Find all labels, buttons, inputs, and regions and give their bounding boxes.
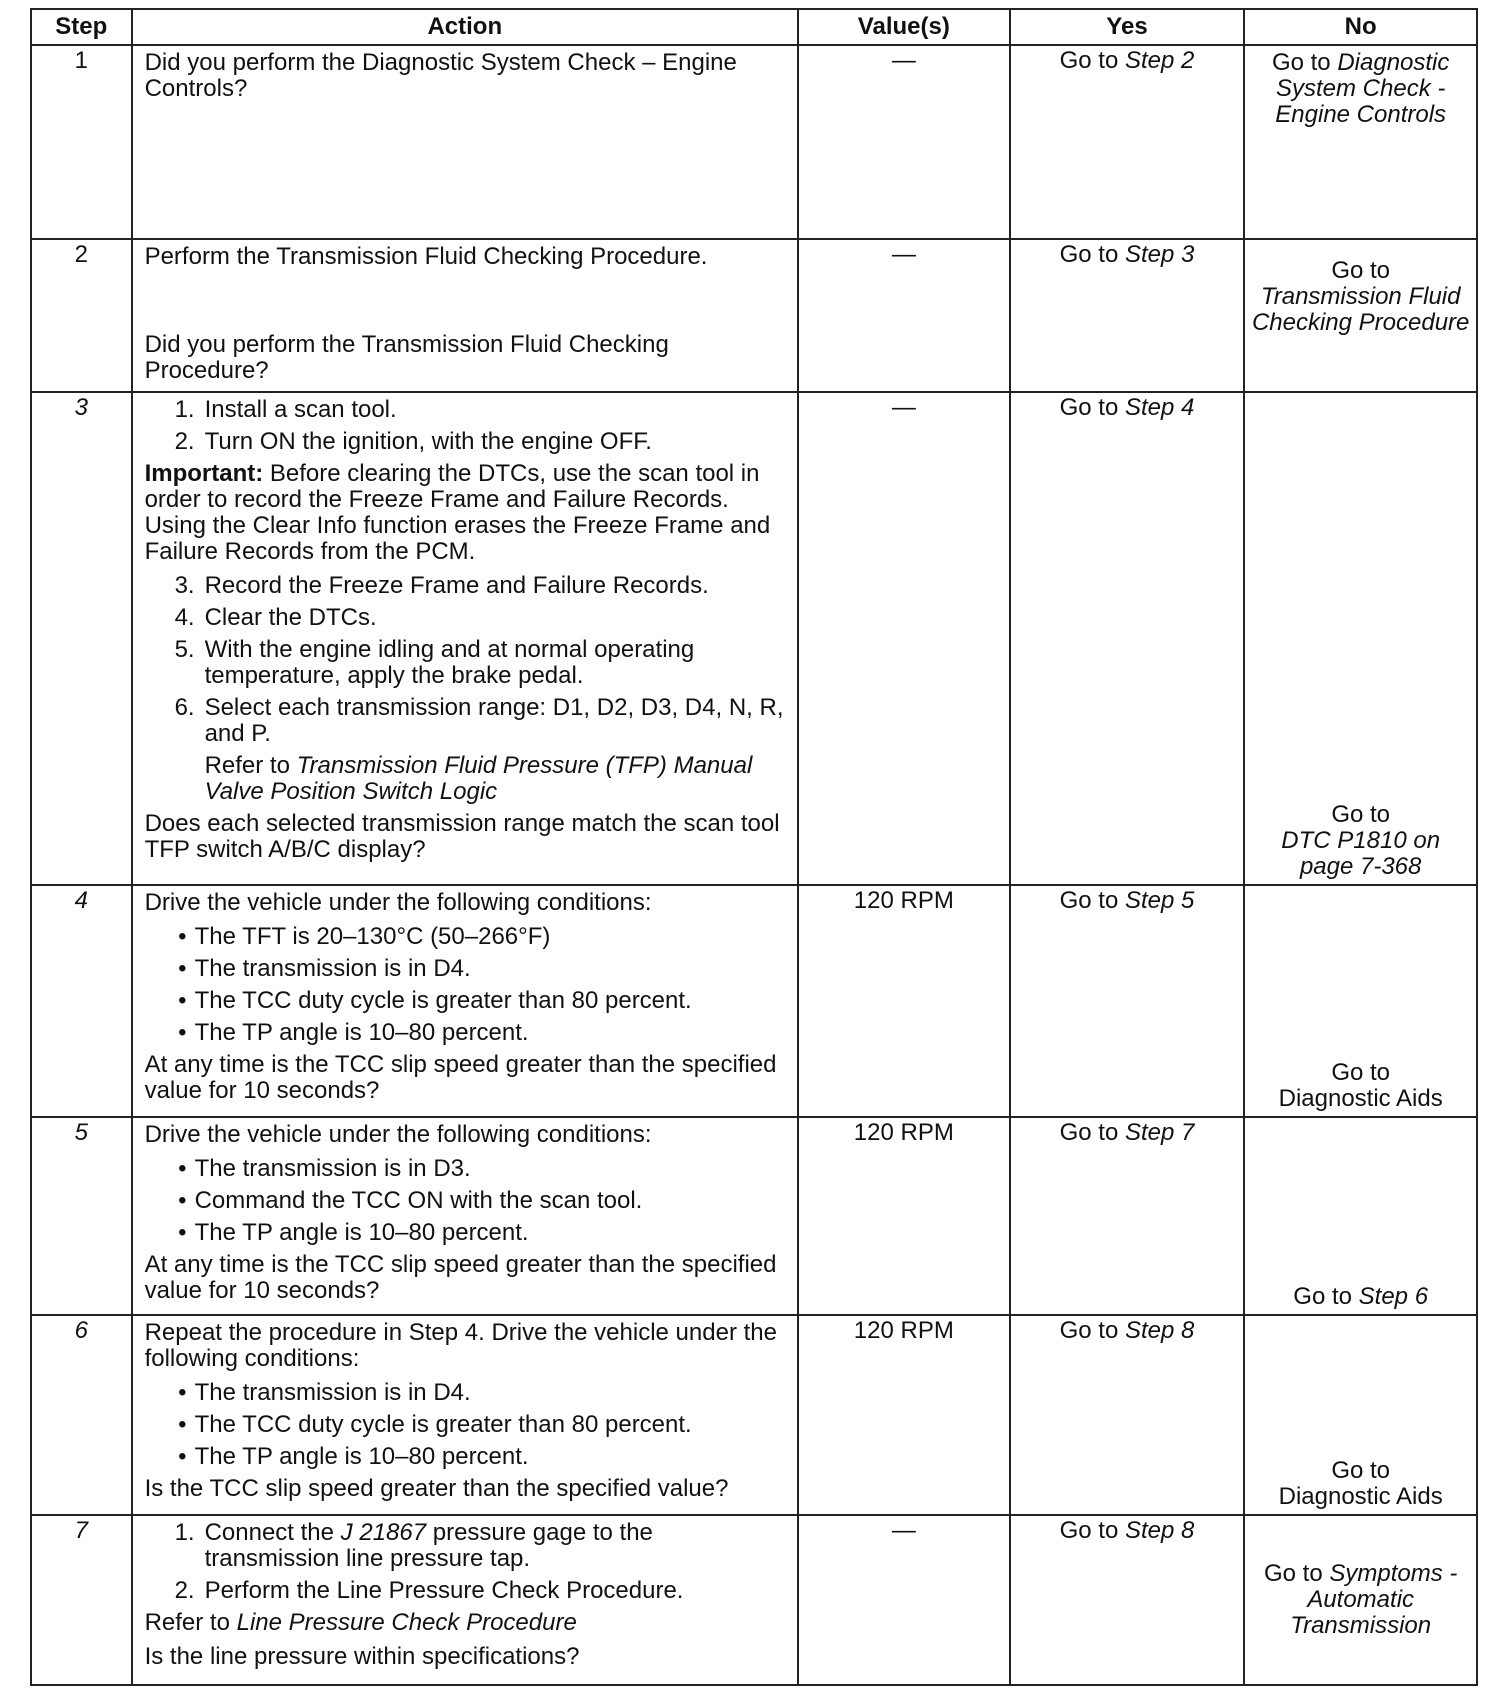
value-cell: —: [798, 239, 1010, 392]
no-prefix: Go to: [1331, 1457, 1391, 1484]
bullet-item: • Command the TCC ON with the scan tool.: [178, 1187, 643, 1214]
no-prefix: Go to: [1271, 49, 1338, 76]
yes-prefix: Go to: [1059, 1517, 1125, 1544]
yes-cell[interactable]: [1010, 1515, 1245, 1685]
header-row: [31, 9, 1477, 45]
no-cell[interactable]: [1244, 885, 1477, 1117]
no-link[interactable]: Symptoms - Automatic Transmission: [1290, 1560, 1458, 1639]
table-row-step-2: [31, 239, 1477, 392]
step-number: 6: [31, 1315, 132, 1515]
step-number: 5: [31, 1117, 132, 1315]
action-cell: [132, 1515, 798, 1685]
question-text: Does each selected transmission range match the scan tool TFP switch A/B/C display?: [144, 810, 780, 863]
yes-link[interactable]: Step 4: [1124, 394, 1195, 421]
action-cell: [132, 1315, 798, 1515]
yes-link[interactable]: Step 8: [1124, 1317, 1195, 1344]
action-cell: [132, 45, 798, 239]
bullet-item: • The TP angle is 10–80 percent.: [178, 1219, 529, 1246]
list-item: 2. Perform the Line Pressure Check Procedure.: [174, 1577, 684, 1604]
yes-prefix: Go to: [1059, 241, 1125, 268]
no-link[interactable]: Transmission Fluid Checking Procedure: [1251, 283, 1470, 336]
intro-text: Drive the vehicle under the following conditions:: [144, 1121, 652, 1148]
yes-prefix: Go to: [1059, 1119, 1125, 1146]
list-item: 2. Turn ON the ignition, with the engine OFF.: [174, 428, 652, 455]
bullet-item: • The TP angle is 10–80 percent.: [178, 1443, 529, 1470]
no-cell[interactable]: [1244, 1515, 1477, 1685]
yes-link[interactable]: Step 5: [1124, 887, 1195, 914]
step-number: 2: [31, 239, 132, 392]
question-text: Did you perform the Transmission Fluid Checking Procedure?: [144, 331, 669, 384]
yes-cell[interactable]: [1010, 1315, 1245, 1515]
header-no: No: [1244, 9, 1477, 45]
value-cell: 120 RPM: [798, 885, 1010, 1117]
no-cell[interactable]: [1244, 1315, 1477, 1515]
no-cell[interactable]: [1244, 392, 1477, 885]
yes-cell[interactable]: [1010, 45, 1245, 239]
yes-prefix: Go to: [1059, 1317, 1125, 1344]
yes-prefix: Go to: [1059, 887, 1125, 914]
bullet-item: • The transmission is in D4.: [178, 955, 471, 982]
no-cell[interactable]: [1244, 1117, 1477, 1315]
value-cell: —: [798, 392, 1010, 885]
action-cell: [132, 885, 798, 1117]
tool-link[interactable]: J 21867: [340, 1519, 427, 1546]
step-number: 1: [31, 45, 132, 239]
value-cell: 120 RPM: [798, 1315, 1010, 1515]
action-cell: [132, 392, 798, 885]
yes-link[interactable]: Step 7: [1124, 1119, 1195, 1146]
question-text: At any time is the TCC slip speed greater than the specified value for 10 seconds?: [144, 1051, 777, 1104]
intro-text: Repeat the procedure in Step 4. Drive the vehicle under the following conditions:: [144, 1319, 777, 1372]
yes-prefix: Go to: [1059, 394, 1125, 421]
yes-link[interactable]: Step 8: [1124, 1517, 1195, 1544]
procedure-text: Perform the Transmission Fluid Checking Procedure.: [144, 243, 708, 270]
action-cell: [132, 239, 798, 392]
table-row-step-7: [31, 1515, 1477, 1685]
table-row-step-3: [31, 392, 1477, 885]
intro-text: Drive the vehicle under the following conditions:: [144, 889, 652, 916]
no-prefix: Go to: [1331, 1059, 1391, 1086]
table-row-step-6: [31, 1315, 1477, 1515]
header-values: Value(s): [798, 9, 1010, 45]
reference-text: Refer to Transmission Fluid Pressure (TFP) Manual Valve Position Switch Logic: [204, 752, 753, 805]
bullet-item: • The transmission is in D3.: [178, 1155, 471, 1182]
bullet-item: • The TFT is 20–130°C (50–266°F): [178, 923, 551, 950]
bullet-item: • The TCC duty cycle is greater than 80 percent.: [178, 987, 692, 1014]
table-row-step-4: [31, 885, 1477, 1117]
no-link[interactable]: Diagnostic Aids: [1278, 1483, 1443, 1510]
step-number: 4: [31, 885, 132, 1117]
list-item: 3. Record the Freeze Frame and Failure Records.: [174, 572, 709, 599]
yes-link[interactable]: Step 2: [1124, 47, 1195, 74]
header-action: Action: [132, 9, 798, 45]
header-yes: Yes: [1010, 9, 1245, 45]
no-prefix: Go to: [1293, 1283, 1359, 1310]
value-cell: —: [798, 1515, 1010, 1685]
yes-cell[interactable]: [1010, 885, 1245, 1117]
yes-cell[interactable]: [1010, 239, 1245, 392]
reference-text: Refer to Line Pressure Check Procedure: [144, 1609, 577, 1636]
important-note: Important: Before clearing the DTCs, use the scan tool in order to record the Freeze Frame and Failure Records. Using the Clear Info function erases the Freeze Frame and Failure Records from the PCM.: [144, 460, 771, 565]
reference-link[interactable]: Transmission Fluid Pressure (TFP) Manual Valve Position Switch Logic: [204, 752, 753, 805]
no-cell[interactable]: [1244, 239, 1477, 392]
bullet-item: • The TP angle is 10–80 percent.: [178, 1019, 529, 1046]
bullet-item: • The TCC duty cycle is greater than 80 percent.: [178, 1411, 692, 1438]
diagnostic-table: [30, 8, 1478, 1686]
yes-prefix: Go to: [1059, 47, 1125, 74]
bullet-item: • The transmission is in D4.: [178, 1379, 471, 1406]
list-item: 5. With the engine idling and at normal operating temperature, apply the brake pedal.: [174, 636, 695, 689]
table-row-step-1: [31, 45, 1477, 239]
step-number: 7: [31, 1515, 132, 1685]
list-item: 4. Clear the DTCs.: [174, 604, 377, 631]
action-cell: [132, 1117, 798, 1315]
no-link[interactable]: Diagnostic Aids: [1278, 1085, 1443, 1112]
list-item: 6. Select each transmission range: D1, D2, D3, D4, N, R, and P.: [174, 694, 784, 747]
no-cell[interactable]: [1244, 45, 1477, 239]
no-prefix: Go to: [1263, 1560, 1330, 1587]
no-link[interactable]: Diagnostic System Check - Engine Controls: [1275, 49, 1450, 128]
reference-link[interactable]: Line Pressure Check Procedure: [236, 1609, 577, 1636]
question-text: At any time is the TCC slip speed greater than the specified value for 10 seconds?: [144, 1251, 777, 1304]
yes-cell[interactable]: [1010, 392, 1245, 885]
list-item: 1. Install a scan tool.: [174, 396, 397, 423]
yes-link[interactable]: Step 3: [1124, 241, 1195, 268]
question-text: Did you perform the Diagnostic System Check – Engine Controls?: [144, 49, 737, 102]
value-cell: 120 RPM: [798, 1117, 1010, 1315]
list-item: 1. Connect the J 21867 pressure gage to the transmission line pressure tap.: [174, 1519, 653, 1572]
question-text: Is the line pressure within specifications?: [144, 1643, 580, 1670]
question-text: Is the TCC slip speed greater than the specified value?: [144, 1475, 729, 1502]
header-step: Step: [31, 9, 132, 45]
step-number: 3: [31, 392, 132, 885]
table-row-step-5: [31, 1117, 1477, 1315]
no-link[interactable]: Step 6: [1358, 1283, 1429, 1310]
no-prefix: Go to: [1331, 801, 1391, 828]
no-prefix: Go to: [1331, 257, 1391, 284]
yes-cell[interactable]: [1010, 1117, 1245, 1315]
no-link[interactable]: DTC P1810 on page 7-368: [1281, 827, 1441, 880]
value-cell: —: [798, 45, 1010, 239]
